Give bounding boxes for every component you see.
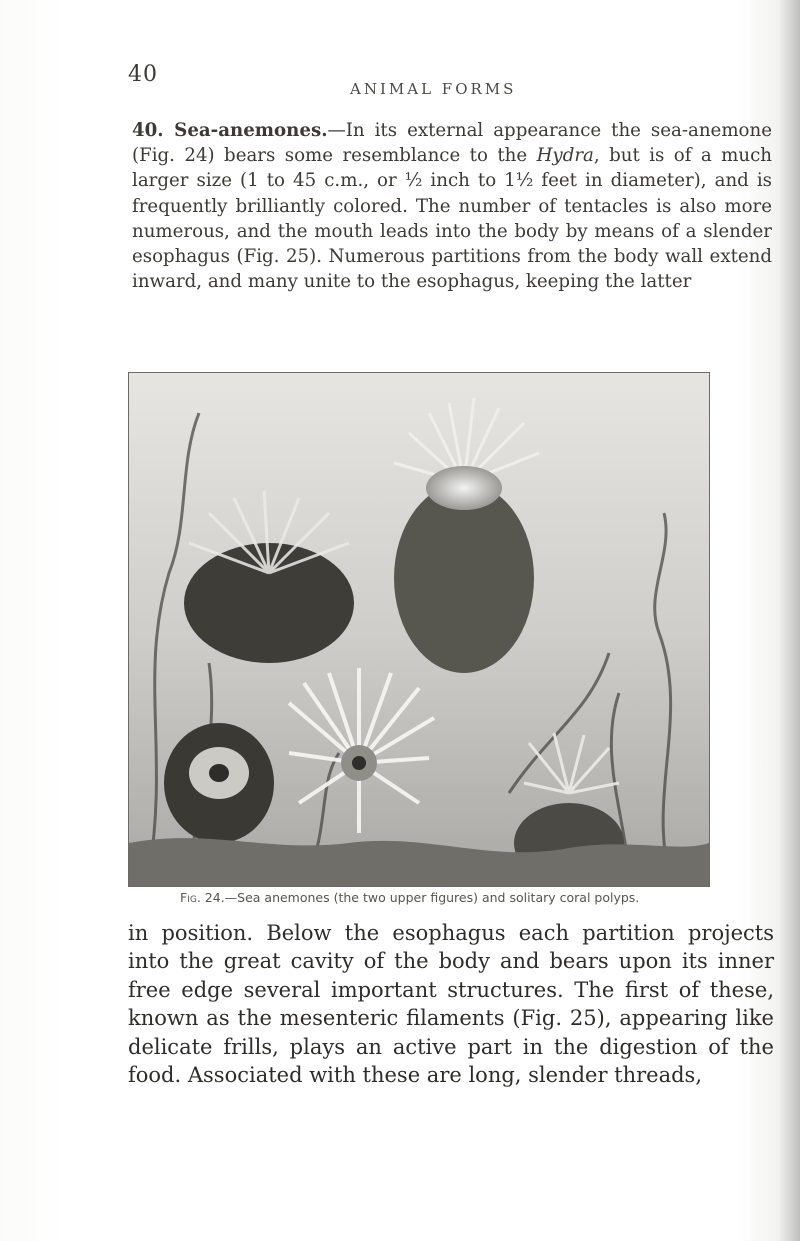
paragraph-top <box>132 118 772 294</box>
page-number: 40 <box>128 62 158 87</box>
page-edge-shadow <box>778 0 800 1241</box>
illustration-drawing <box>129 373 709 886</box>
paragraph-top-italic: Hydra <box>536 145 594 167</box>
figure-caption <box>180 890 720 905</box>
running-head: ANIMAL FORMS <box>350 80 517 98</box>
paragraph-top-text-2: , but is of a much larger size (1 to 45 c.m., or ½ inch to 1½ feet in diameter), and is frequently brilliantly colored. The number of tentacles is also more numerous, and the mouth leads into the body by means of a slender esophagus (Fig. 25). Numerous partitions from the body wall extend inward, and many unite to the esophagus, keeping the latter <box>132 145 772 293</box>
figure-label: Fig. 24. <box>180 890 225 905</box>
lower-anemone-left <box>164 723 274 843</box>
paragraph-top-text-1: —In its external appearance the sea-anemone (Fig. 24) bears some resemblance to the <box>132 120 772 167</box>
figure-caption-text: —Sea anemones (the two upper figures) and solitary coral polyps. <box>224 890 640 905</box>
seabed <box>129 838 709 886</box>
paragraph-bottom: in position. Below the esophagus each partition projects into the great cavity of the body and bears upon its inner free edge several important structures. The first of these, known as the mesenteric filaments (Fig. 25), appearing like delicate frills, plays an active part in the digestion of the food. Associated with these are long, slender threads, <box>128 921 774 1088</box>
section-heading: 40. Sea-anemones. <box>132 120 328 141</box>
sea-anemone-illustration <box>128 372 710 887</box>
